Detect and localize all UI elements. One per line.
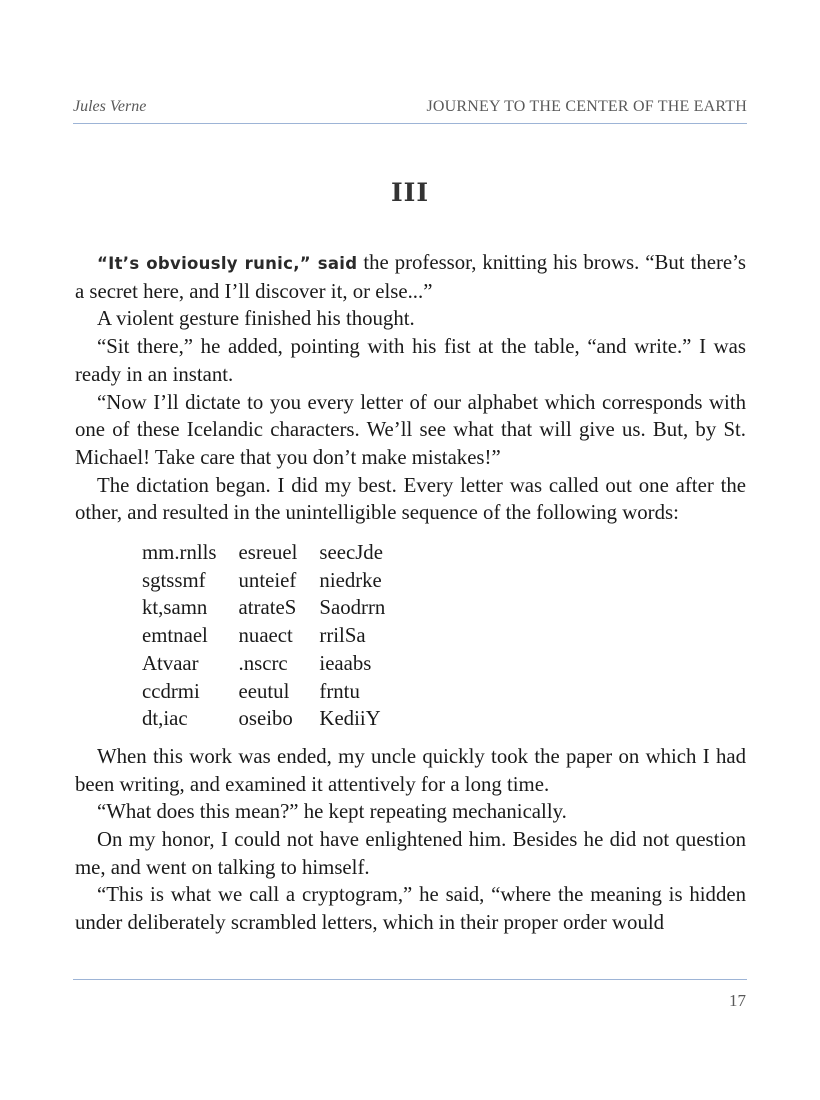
cipher-word: sgtssmf — [142, 568, 206, 592]
cipher-row — [142, 678, 407, 706]
running-head — [73, 92, 747, 116]
paragraph-text: the professor, knitting his brows. “But there’s a secret here, and I’ll discover it, or else...” — [75, 251, 746, 303]
paragraph: “Sit there,” he added, pointing with his fist at the table, “and write.” I was ready in an instant. — [75, 335, 746, 386]
paragraph: On my honor, I could not have enlightened him. Besides he did not question me, and went on talking to himself. — [75, 828, 746, 879]
header-book-title: JOURNEY TO THE CENTER OF THE EARTH — [426, 98, 747, 115]
cipher-word: ieaabs — [319, 651, 372, 675]
cipher-word: eeutul — [238, 679, 290, 703]
paragraph-lead-in: “It’s obviously runic,” said — [97, 254, 358, 273]
cipher-word: Saodrrn — [319, 596, 386, 620]
cipher-word: seecJde — [319, 541, 383, 565]
cipher-table — [142, 539, 407, 733]
cipher-word: KediiY — [319, 707, 381, 731]
cipher-word: .nscrc — [238, 651, 288, 675]
cipher-word: kt,samn — [142, 596, 208, 620]
cipher-word: esreuel — [238, 541, 298, 565]
cipher-word: frntu — [319, 679, 360, 703]
body-text — [75, 249, 746, 937]
cipher-row — [142, 650, 407, 678]
cipher-word: mm.rnlls — [142, 541, 217, 565]
cipher-row — [142, 705, 407, 733]
cipher-word: ccdrmi — [142, 679, 200, 703]
cipher-word: unteief — [238, 568, 297, 592]
cipher-row — [142, 622, 407, 650]
paragraph: The dictation began. I did my best. Every letter was called out one after the other, and resulted in the unintelligible sequence of the following words: — [75, 473, 746, 525]
cipher-row — [142, 539, 407, 567]
cipher-word: nuaect — [238, 624, 293, 648]
paragraph: “What does this mean?” he kept repeating mechanically. — [97, 800, 567, 824]
footer-rule — [73, 979, 747, 980]
cipher-word: niedrke — [319, 568, 382, 592]
cipher-row — [142, 594, 407, 622]
paragraph: “This is what we call a cryptogram,” he said, “where the meaning is hidden under deliberately scrambled letters, which in their proper order would — [75, 883, 746, 935]
paragraph — [75, 249, 746, 305]
cipher-word: Atvaar — [142, 651, 199, 675]
cipher-word: atrateS — [238, 596, 297, 620]
page-number: 17 — [729, 991, 746, 1010]
cipher-word: emtnael — [142, 624, 208, 648]
paragraph: When this work was ended, my uncle quickly took the paper on which I had been writing, and examined it attentively for a long time. — [75, 744, 746, 796]
cipher-word: oseibo — [238, 707, 293, 731]
cipher-row — [142, 567, 407, 595]
header-rule — [73, 123, 747, 124]
cipher-word: dt,iac — [142, 707, 188, 731]
paragraph: “Now I’ll dictate to you every letter of our alphabet which corresponds with one of these Icelandic characters. We’ll see what that will give us. But, by St. Michael! Take care that you don’t make mistakes!” — [75, 390, 746, 469]
cipher-word: rrilSa — [319, 624, 366, 648]
chapter-number: III — [390, 178, 430, 207]
paragraph: A violent gesture finished his thought. — [97, 307, 415, 331]
header-author: Jules Verne — [73, 98, 147, 115]
